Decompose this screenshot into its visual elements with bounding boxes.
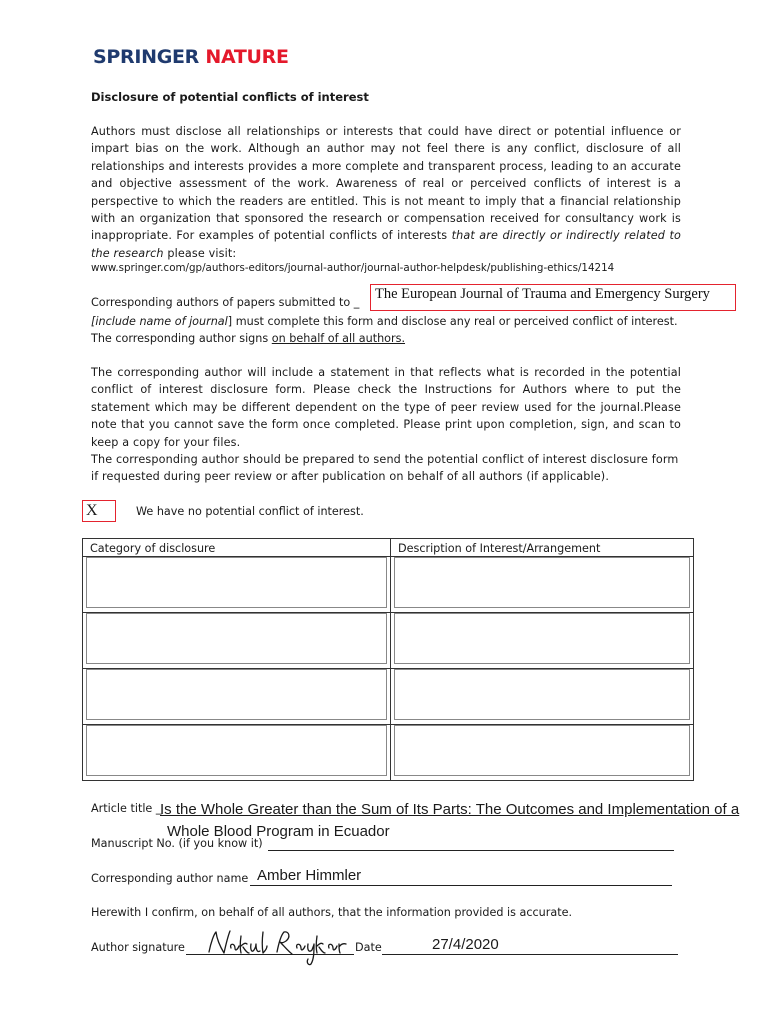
logo-nature: NATURE bbox=[205, 46, 289, 68]
table-cell-description[interactable] bbox=[391, 613, 694, 669]
logo-springer: SPRINGER bbox=[93, 46, 200, 68]
manuscript-label: Manuscript No. (if you know it) bbox=[91, 837, 263, 850]
table-header-description: Description of Interest/Arrangement bbox=[391, 539, 694, 557]
date-label: Date bbox=[355, 941, 382, 954]
article-title-field-line2[interactable]: Whole Blood Program in Ecuador bbox=[167, 823, 390, 840]
corresponding-line: Corresponding authors of papers submitted to _ bbox=[91, 296, 360, 309]
article-title-field-line1[interactable]: Is the Whole Greater than the Sum of Its Parts: The Outcomes and Implementation of a bbox=[160, 801, 740, 818]
springer-nature-logo bbox=[93, 46, 289, 68]
table-cell-category[interactable] bbox=[83, 613, 391, 669]
signature-label: Author signature bbox=[91, 941, 185, 954]
article-title-label: Article title _ bbox=[91, 802, 162, 815]
statement-paragraph: The corresponding author will include a statement in that reflects what is recorded in the potential conflict of interest disclosure form. Please check the Instructions for Authors where to put the statement which may be different dependent on the type of peer review used for the journal.Please note that you cannot save the form once completed. Please print upon completion, sign, and scan to keep a copy for your files. bbox=[91, 366, 681, 449]
handwritten-signature[interactable] bbox=[205, 926, 350, 966]
table-cell-category[interactable] bbox=[83, 557, 391, 613]
no-conflict-checkbox[interactable]: X bbox=[82, 500, 116, 522]
corresponding-instructions: [include name of journal] must complete this form and disclose any real or perceived conflict of interest. The corresponding author signs on behalf of all authors. bbox=[91, 315, 678, 346]
author-name-label: Corresponding author name bbox=[91, 872, 249, 885]
table-header-category: Category of disclosure bbox=[83, 539, 391, 557]
author-name-field[interactable]: Amber Himmler bbox=[257, 867, 362, 884]
disclosure-table bbox=[82, 538, 694, 781]
confirmation-statement: Herewith I confirm, on behalf of all authors, that the information provided is accurate. bbox=[91, 906, 573, 919]
table-cell-description[interactable] bbox=[391, 557, 694, 613]
journal-name-field[interactable]: The European Journal of Trauma and Emergency Surgery bbox=[370, 284, 736, 311]
intro-paragraph: Authors must disclose all relationships or interests that could have direct or potential influence or impart bias on the work. Although an author may not feel there is any conflict, disclosure of all relationships and interests provides a more complete and transparent process, leading to an accurate and objective assessment of the work. Awareness of real or perceived conflicts of interest is a perspective to which the readers are entitled. This is not meant to imply that a financial relationship with an organization that sponsored the research or compensation received for consultancy work is inappropriate. For examples of potential conflicts of interests that are directly or indirectly related to the research please visit: bbox=[91, 125, 681, 260]
no-conflict-label: We have no potential conflict of interest. bbox=[136, 505, 364, 518]
send-form-paragraph: The corresponding author should be prepared to send the potential conflict of interest disclosure form if requested during peer review or after publication on behalf of all authors (if applicable). bbox=[91, 453, 679, 484]
table-cell-description[interactable] bbox=[391, 669, 694, 725]
date-field[interactable]: 27/4/2020 bbox=[432, 936, 499, 953]
author-name-underline bbox=[250, 885, 672, 886]
table-cell-category[interactable] bbox=[83, 669, 391, 725]
manuscript-field[interactable] bbox=[268, 850, 674, 851]
ethics-url[interactable]: www.springer.com/gp/authors-editors/journal-author/journal-author-helpdesk/publishing-ethics/14214 bbox=[91, 262, 615, 274]
page-title: Disclosure of potential conflicts of interest bbox=[91, 90, 369, 104]
table-cell-category[interactable] bbox=[83, 725, 391, 781]
date-underline bbox=[382, 954, 678, 955]
table-cell-description[interactable] bbox=[391, 725, 694, 781]
